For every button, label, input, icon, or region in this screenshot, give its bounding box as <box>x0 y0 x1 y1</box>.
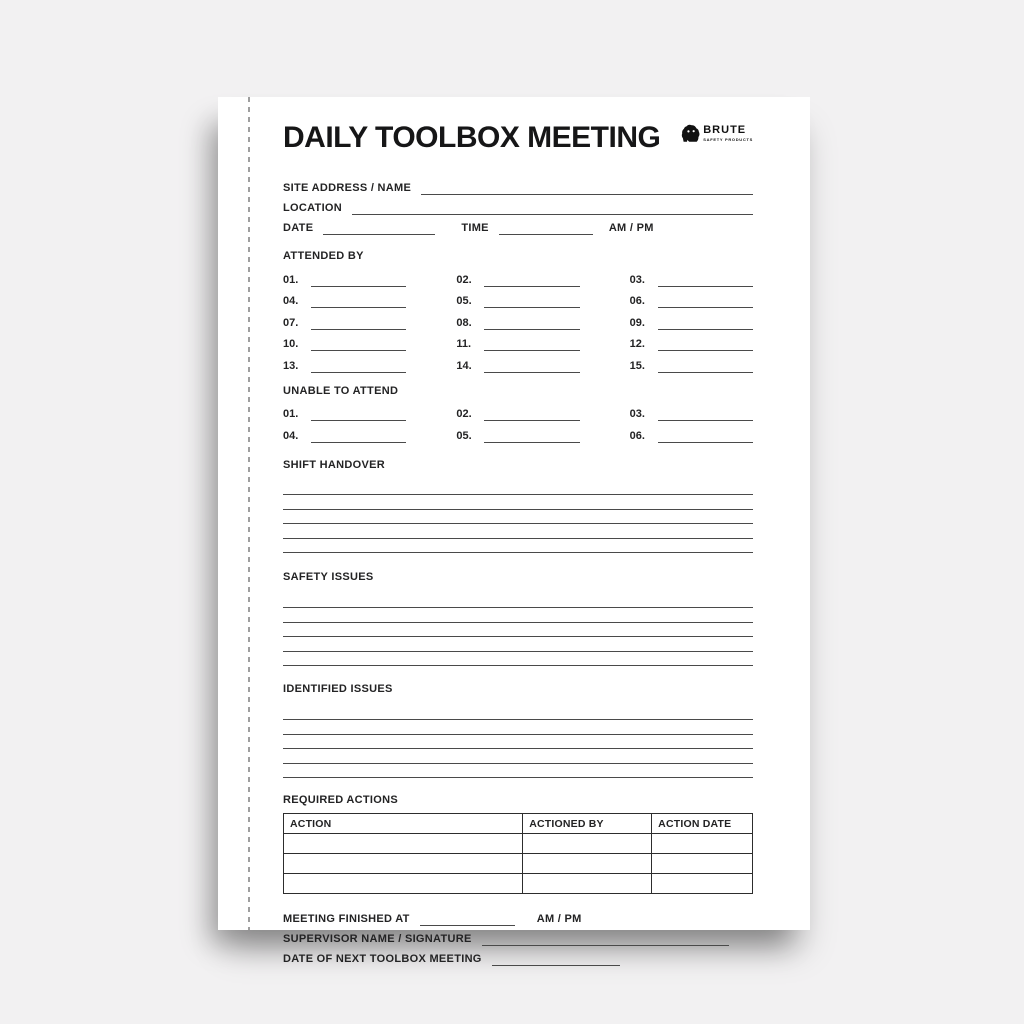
form-header <box>283 122 753 154</box>
attendee-write-line <box>311 338 406 351</box>
attendee-entry <box>630 287 753 309</box>
entry-number: 02. <box>456 408 472 420</box>
attendee-write-line <box>658 360 753 373</box>
action-cell <box>284 834 523 854</box>
write-line <box>283 510 753 525</box>
location-label: LOCATION <box>283 202 343 214</box>
attendee-write-line <box>484 317 579 330</box>
time-write-line <box>499 222 593 235</box>
date-time-row <box>283 215 753 235</box>
attendee-write-line <box>658 317 753 330</box>
entry-number: 06. <box>629 429 645 442</box>
absentee-write-line <box>311 408 406 421</box>
write-line <box>283 495 753 510</box>
write-line <box>283 720 753 735</box>
meeting-finished-row <box>283 906 753 926</box>
action-cell <box>284 874 523 894</box>
absentee-write-line <box>658 408 753 421</box>
entry-number: 06. <box>629 295 645 307</box>
identified-issues-heading: IDENTIFIED ISSUES <box>283 683 393 696</box>
site-address-label: SITE ADDRESS / NAME <box>283 182 412 194</box>
entry-number: 03. <box>629 273 645 286</box>
entry-number: 13. <box>283 359 299 372</box>
attendee-entry <box>630 330 753 352</box>
write-line <box>283 593 753 608</box>
supervisor-row <box>283 926 753 946</box>
attendee-write-line <box>658 338 753 351</box>
entry-number: 02. <box>456 273 472 286</box>
attendee-entry <box>630 308 753 330</box>
write-line <box>283 749 753 764</box>
ampm-label: AM / PM <box>608 222 654 234</box>
attendee-entry <box>283 330 406 352</box>
required-actions-table <box>283 813 753 894</box>
entry-number: 14. <box>456 359 472 372</box>
unable-to-attend-grid <box>283 400 753 443</box>
entry-number: 12. <box>629 338 645 350</box>
next-meeting-label: DATE OF NEXT TOOLBOX MEETING <box>283 953 482 966</box>
date-write-line <box>323 222 435 235</box>
entry-number: 01. <box>283 408 299 420</box>
attendee-write-line <box>484 360 579 373</box>
write-line <box>283 735 753 750</box>
toolbox-meeting-form-page <box>218 97 810 966</box>
attended-by-heading: ATTENDED BY <box>283 250 364 262</box>
site-address-row <box>283 175 753 195</box>
attendee-entry <box>630 265 753 287</box>
safety-issues-heading: SAFETY ISSUES <box>283 571 374 584</box>
time-label: TIME <box>461 222 489 234</box>
attendee-entry <box>630 351 753 373</box>
attendee-entry <box>456 265 579 287</box>
entry-number: 15. <box>629 359 645 372</box>
absentee-entry <box>456 400 579 422</box>
supervisor-write-line <box>482 933 729 946</box>
absentee-entry <box>630 421 753 443</box>
location-write-line <box>352 202 753 215</box>
entry-number: 11. <box>456 338 472 350</box>
attended-by-grid <box>283 265 753 373</box>
identified-issues-lines <box>283 705 753 778</box>
entry-number: 07. <box>283 316 299 329</box>
attendee-write-line <box>484 274 579 287</box>
attendee-entry <box>456 351 579 373</box>
attendee-entry <box>283 287 406 309</box>
site-address-write-line <box>421 182 753 195</box>
action-date-cell <box>652 874 753 894</box>
attendee-write-line <box>311 360 406 373</box>
entry-number: 01. <box>283 273 299 286</box>
write-line <box>283 623 753 638</box>
attendee-write-line <box>311 317 406 330</box>
location-row <box>283 195 753 215</box>
entry-number: 04. <box>283 295 299 307</box>
write-line <box>283 637 753 652</box>
entry-number: 05. <box>456 295 472 307</box>
date-label: DATE <box>283 222 314 234</box>
required-actions-heading: REQUIRED ACTIONS <box>283 794 399 807</box>
perforation-dashed-line <box>248 97 250 930</box>
gorilla-logo-icon <box>681 124 701 143</box>
attendee-entry <box>283 308 406 330</box>
entry-number: 09. <box>629 316 645 329</box>
absentee-entry <box>456 421 579 443</box>
attendee-write-line <box>484 338 579 351</box>
table-header-row <box>284 814 753 834</box>
next-meeting-write-line <box>492 953 620 966</box>
write-line <box>283 524 753 539</box>
shift-handover-lines <box>283 481 753 554</box>
write-line <box>283 705 753 720</box>
actioned-by-cell <box>523 834 652 854</box>
absentee-write-line <box>658 430 753 443</box>
form-footer <box>283 906 753 966</box>
entry-number: 05. <box>456 429 472 442</box>
attendee-entry <box>283 351 406 373</box>
write-line <box>283 764 753 779</box>
header-fields <box>283 175 753 235</box>
meeting-finished-label: MEETING FINISHED AT <box>283 913 410 926</box>
table-row <box>284 874 753 894</box>
ampm-label: AM / PM <box>536 913 582 926</box>
attendee-write-line <box>658 295 753 308</box>
logo-brand-text: BRUTE <box>703 124 747 136</box>
attendee-write-line <box>658 274 753 287</box>
action-date-cell <box>652 854 753 874</box>
absentee-write-line <box>484 430 579 443</box>
actioned-by-cell <box>523 874 652 894</box>
unable-to-attend-heading: UNABLE TO ATTEND <box>283 384 399 397</box>
attendee-write-line <box>311 295 406 308</box>
next-meeting-row <box>283 946 753 966</box>
absentee-entry <box>630 400 753 422</box>
attendee-entry <box>456 330 579 352</box>
action-cell <box>284 854 523 874</box>
attendee-entry <box>283 265 406 287</box>
entry-number: 08. <box>456 316 472 329</box>
absentee-entry <box>283 421 406 443</box>
write-line <box>283 608 753 623</box>
shift-handover-heading: SHIFT HANDOVER <box>283 458 385 471</box>
attendee-entry <box>456 287 579 309</box>
absentee-write-line <box>311 430 406 443</box>
write-line <box>283 652 753 667</box>
entry-number: 03. <box>629 408 645 420</box>
attendee-write-line <box>311 274 406 287</box>
actioned-by-column-header: ACTIONED BY <box>523 814 652 834</box>
action-date-column-header: ACTION DATE <box>652 814 753 834</box>
write-line <box>283 539 753 554</box>
entry-number: 10. <box>283 338 299 350</box>
absentee-entry <box>283 400 406 422</box>
action-date-cell <box>652 834 753 854</box>
page-title: DAILY TOOLBOX MEETING <box>283 121 661 154</box>
brute-logo <box>681 124 753 143</box>
entry-number: 04. <box>283 429 299 442</box>
logo-tagline-text: SAFETY PRODUCTS <box>703 137 753 142</box>
absentee-write-line <box>484 408 579 421</box>
action-column-header: ACTION <box>284 814 523 834</box>
meeting-finished-write-line <box>420 913 515 926</box>
attendee-write-line <box>484 295 579 308</box>
table-row <box>284 854 753 874</box>
safety-issues-lines <box>283 593 753 666</box>
table-row <box>284 834 753 854</box>
supervisor-label: SUPERVISOR NAME / SIGNATURE <box>283 933 472 946</box>
write-line <box>283 481 753 496</box>
actioned-by-cell <box>523 854 652 874</box>
attendee-entry <box>456 308 579 330</box>
